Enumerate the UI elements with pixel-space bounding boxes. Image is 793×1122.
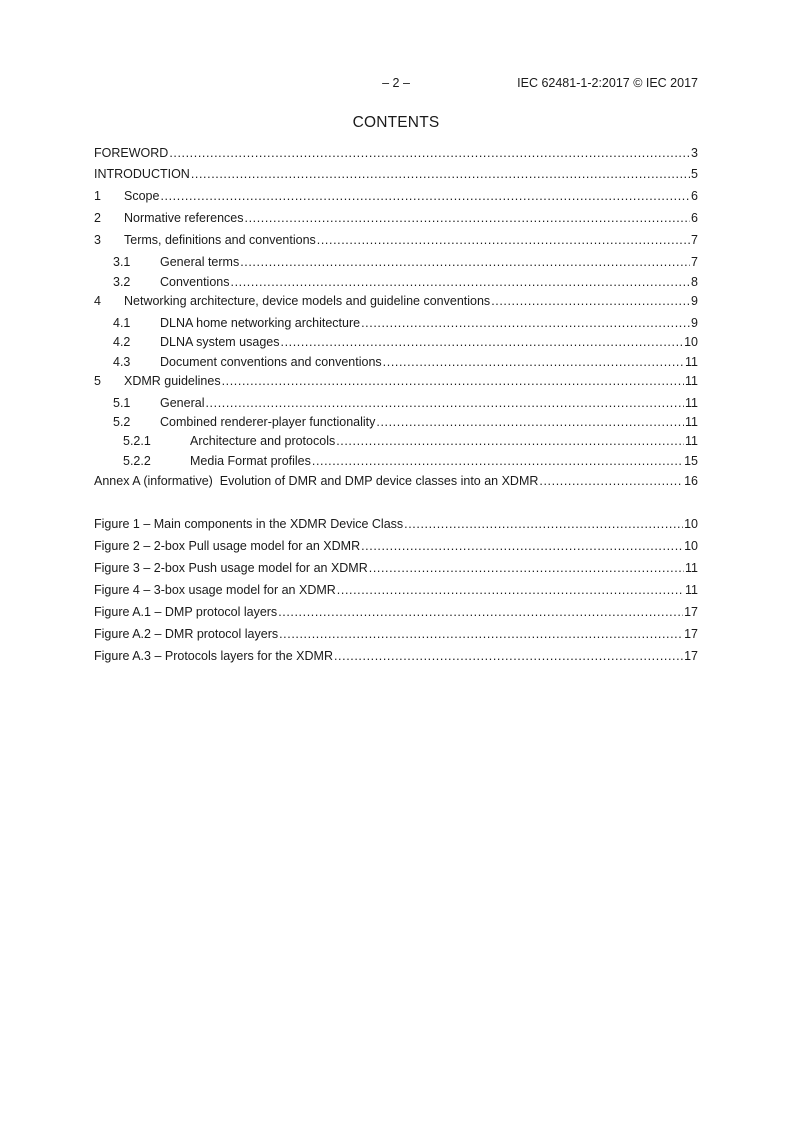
contents-title: CONTENTS: [352, 114, 440, 131]
dot-leader: [491, 293, 690, 309]
toc-entry-number: 5.2.1: [123, 434, 151, 448]
toc-entry-general[interactable]: [94, 395, 698, 411]
toc-entry-page: 9: [691, 294, 698, 308]
dot-leader: [369, 560, 684, 576]
figure-entry-title: Figure 4 – 3-box usage model for an XDMR: [94, 583, 336, 597]
toc-entry-page: 15: [684, 454, 698, 468]
toc-entry-number: 2: [94, 211, 101, 225]
toc-entry-normative-references[interactable]: [94, 210, 698, 226]
toc-entry-number: 3.2: [113, 275, 131, 289]
toc-entry-foreword[interactable]: [94, 145, 698, 161]
figure-entry-title: Figure A.2 – DMR protocol layers: [94, 627, 279, 641]
dot-leader: [383, 354, 684, 370]
toc-entry-introduction[interactable]: [94, 166, 698, 182]
toc-entry-title: DLNA home networking architecture: [160, 316, 361, 330]
dot-leader: [539, 473, 683, 489]
toc-entry-page: 11: [685, 396, 698, 410]
dot-leader: [222, 373, 684, 389]
toc-entry-document-conventions[interactable]: [94, 354, 698, 370]
toc-entry-title: Annex A (informative) Evolution of DMR and DMP device classes into an XDMR: [94, 474, 539, 488]
toc-entry-page: 16: [684, 474, 698, 488]
figure-entry[interactable]: [94, 516, 698, 532]
dot-leader: [334, 648, 683, 664]
standard-reference: IEC 62481-1-2:2017 © IEC 2017: [517, 76, 698, 90]
toc-entry-number: 4.2: [113, 335, 131, 349]
toc-entry-page: 6: [691, 211, 698, 225]
figure-entry-page: 17: [684, 627, 698, 641]
toc-entry-title: DLNA system usages: [160, 335, 280, 349]
toc-entry-number: 3: [94, 233, 101, 247]
toc-entry-terms-definitions[interactable]: [94, 232, 698, 248]
toc-entry-number: 1: [94, 189, 101, 203]
toc-entry-title: INTRODUCTION: [94, 167, 190, 181]
toc-entry-number: 5.2.2: [123, 454, 151, 468]
figure-entry-page: 17: [684, 605, 698, 619]
toc-entry-title: Architecture and protocols: [190, 434, 336, 448]
toc-entry-media-format-profiles[interactable]: [94, 453, 698, 469]
toc-entry-combined-renderer-player[interactable]: [94, 414, 698, 430]
figure-entry-page: 10: [684, 539, 698, 553]
page-number: – 2 –: [382, 76, 410, 90]
dot-leader: [278, 604, 683, 620]
toc-entry-networking-architecture[interactable]: [94, 293, 698, 309]
figure-entry[interactable]: [94, 648, 698, 664]
dot-leader: [376, 414, 684, 430]
toc-entry-title: General terms: [160, 255, 240, 269]
toc-entry-annex-a[interactable]: [94, 473, 698, 489]
figure-entry[interactable]: [94, 604, 698, 620]
toc-entry-architecture-protocols[interactable]: [94, 433, 698, 449]
toc-entry-xdmr-guidelines[interactable]: [94, 373, 698, 389]
toc-entry-title: Normative references: [124, 211, 244, 225]
figure-entry[interactable]: [94, 538, 698, 554]
figure-entry-title: Figure A.1 – DMP protocol layers: [94, 605, 278, 619]
toc-entry-dlna-system-usages[interactable]: [94, 334, 698, 350]
dot-leader: [160, 188, 690, 204]
toc-entry-scope[interactable]: [94, 188, 698, 204]
dot-leader: [361, 315, 690, 331]
toc-entry-page: 3: [691, 146, 698, 160]
dot-leader: [361, 538, 683, 554]
toc-entry-page: 11: [685, 415, 698, 429]
toc-entry-conventions[interactable]: [94, 274, 698, 290]
toc-entry-page: 8: [691, 275, 698, 289]
toc-entry-page: 11: [685, 434, 698, 448]
page-header: [94, 76, 698, 92]
toc-entry-title: Networking architecture, device models and guideline conventions: [124, 294, 491, 308]
toc-entry-page: 9: [691, 316, 698, 330]
toc-entry-number: 5.1: [113, 396, 131, 410]
toc-entry-title: Media Format profiles: [190, 454, 311, 468]
toc-entry-page: 7: [691, 255, 698, 269]
toc-entry-title: Scope: [124, 189, 160, 203]
toc-entry-page: 11: [685, 355, 698, 369]
toc-entry-page: 6: [691, 189, 698, 203]
figure-entry-page: 11: [685, 561, 698, 575]
figure-entry-page: 11: [685, 583, 698, 597]
toc-entry-dlna-architecture[interactable]: [94, 315, 698, 331]
figure-entry-title: Figure 3 – 2-box Push usage model for an XDMR: [94, 561, 368, 575]
toc-entry-title: Terms, definitions and conventions: [124, 233, 316, 247]
toc-entry-title: General: [160, 396, 205, 410]
toc-entry-number: 5: [94, 374, 101, 388]
dot-leader: [240, 254, 690, 270]
dot-leader: [317, 232, 690, 248]
figure-entry-page: 10: [684, 517, 698, 531]
toc-entry-title: FOREWORD: [94, 146, 169, 160]
toc-entry-page: 11: [685, 374, 698, 388]
dot-leader: [191, 166, 690, 182]
toc-entry-title: Document conventions and conventions: [160, 355, 382, 369]
figure-entry-title: Figure A.3 – Protocols layers for the XDMR: [94, 649, 333, 663]
toc-entry-number: 4.3: [113, 355, 131, 369]
dot-leader: [336, 433, 684, 449]
toc-entry-number: 5.2: [113, 415, 131, 429]
toc-entry-page: 5: [691, 167, 698, 181]
toc-entry-number: 3.1: [113, 255, 131, 269]
dot-leader: [231, 274, 691, 290]
toc-entry-number: 4.1: [113, 316, 131, 330]
dot-leader: [281, 334, 684, 350]
dot-leader: [404, 516, 683, 532]
toc-entry-title: XDMR guidelines: [124, 374, 221, 388]
figure-entry-title: Figure 1 – Main components in the XDMR Device Class: [94, 517, 404, 531]
figure-entry[interactable]: [94, 560, 698, 576]
dot-leader: [312, 453, 683, 469]
dot-leader: [245, 210, 691, 226]
toc-entry-title: Conventions: [160, 275, 230, 289]
dot-leader: [279, 626, 683, 642]
dot-leader: [337, 582, 684, 598]
dot-leader: [169, 145, 690, 161]
toc-entry-page: 7: [691, 233, 698, 247]
toc-entry-page: 10: [684, 335, 698, 349]
toc-entry-general-terms[interactable]: [94, 254, 698, 270]
toc-entry-title: Combined renderer-player functionality: [160, 415, 376, 429]
figure-entry-page: 17: [684, 649, 698, 663]
toc-entry-number: 4: [94, 294, 101, 308]
dot-leader: [205, 395, 684, 411]
figure-entry[interactable]: [94, 582, 698, 598]
figure-entry[interactable]: [94, 626, 698, 642]
figure-entry-title: Figure 2 – 2-box Pull usage model for an XDMR: [94, 539, 361, 553]
